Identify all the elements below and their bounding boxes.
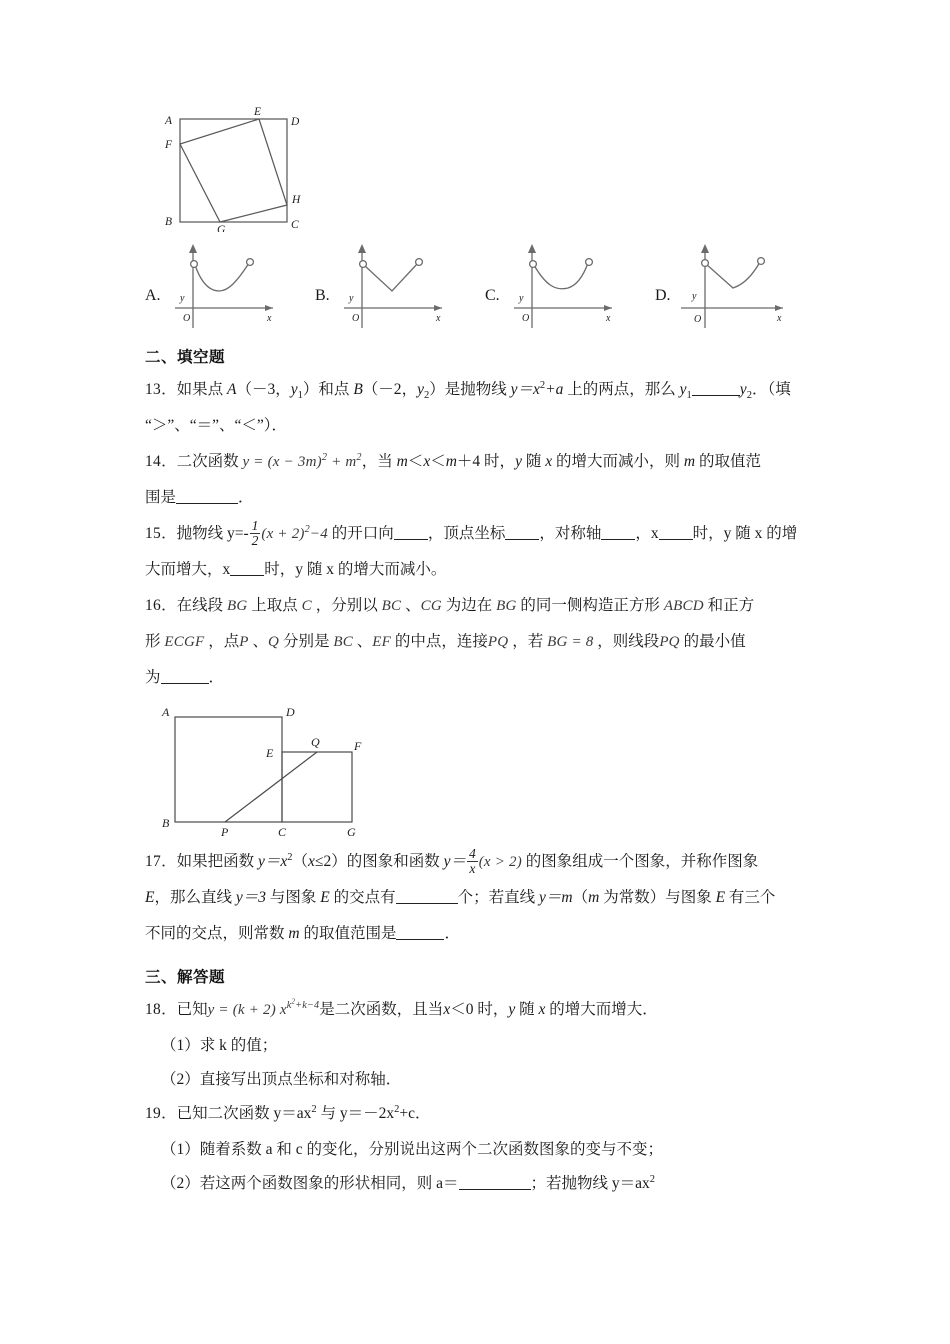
q16-pq-2: PQ (659, 634, 680, 650)
q13-y1: y (290, 381, 298, 398)
q14-t2: ，当 (361, 453, 397, 470)
q13-number: 13 (145, 381, 162, 398)
q18-t5: 的增大而增大． (545, 1001, 658, 1018)
q16-bc-2: BC (333, 634, 353, 650)
q17-f1-sup: 2 (287, 851, 293, 863)
q17-ym: y＝m (539, 889, 573, 906)
q16-p: P (239, 634, 249, 650)
q17-m2: m (288, 925, 300, 942)
q15-formula: $(x + 2)^2$ (261, 524, 310, 542)
choice-c-origin-label: O (521, 313, 529, 324)
label-G: G (217, 224, 226, 232)
q15-t5: ，x (635, 525, 659, 542)
answer-choices-figures (145, 236, 825, 331)
q16-label-D: D (286, 705, 295, 719)
q14-t7: 的增大而减小，则 (552, 453, 684, 470)
choice-c-graph (502, 236, 622, 331)
label-F: F (165, 139, 173, 151)
q16-line2a: 形 (145, 633, 165, 650)
choice-d-label: D. (655, 287, 671, 304)
q18-x1: x (443, 1001, 451, 1018)
question-19 (145, 1097, 825, 1131)
q16-label-G: G (347, 825, 356, 839)
q17-e1: E (145, 889, 155, 906)
q18-t4: 随 (515, 1001, 539, 1018)
q16-line2f: 的中点，连接 (391, 633, 488, 650)
q16-t6: 的同一侧构造正方形 (516, 597, 664, 614)
question-18-sub-2: （2）直接写出顶点坐标和对称轴． (161, 1071, 402, 1088)
q15-t1: ．抛物线 y=- (161, 525, 249, 542)
q13-ya: y (679, 381, 687, 398)
q16-t1: ．在线段 (161, 597, 227, 614)
q13-equation-2: +a (545, 381, 564, 398)
q13-ya-sub: 1 (686, 390, 692, 402)
q15-blank-x1[interactable] (659, 524, 693, 541)
q19-t2: 与 y＝－2x (316, 1105, 395, 1122)
q15-blank-vertex[interactable] (505, 524, 539, 541)
label-A: A (165, 115, 173, 127)
q13-t2: （ (236, 381, 252, 398)
q16-bc-1: BC (381, 598, 402, 614)
choice-b-origin-label: O (351, 313, 359, 324)
q15-t3: ，顶点坐标 (427, 525, 506, 542)
choice-c-label: C. (485, 287, 500, 304)
choice-a-origin-label: O (182, 313, 190, 324)
q14-line2-text: 围是 (145, 489, 177, 506)
q13-answer-blank[interactable] (692, 380, 740, 397)
q17-line3b: 的取值范围是 (299, 925, 397, 942)
q19-t3: +c． (399, 1105, 431, 1122)
section-2-heading: 二、填空题 (145, 349, 226, 366)
choice-b-label: B. (315, 287, 330, 304)
choice-b-graph (332, 236, 452, 331)
q13-yb-sub: 2 (746, 390, 752, 402)
q19-sup-1: 2 (311, 1103, 317, 1115)
q16-c-1: C (301, 598, 312, 614)
q17-number: 17 (145, 853, 162, 870)
q16-abcd: ABCD (663, 598, 704, 614)
q13-t6: ， (401, 381, 418, 398)
q14-t6: 随 (521, 453, 546, 470)
choice-c-y-axis-label: y (518, 293, 524, 304)
q19-sub2-sup: 2 (649, 1173, 656, 1185)
q17-t4: 的图象组成一个图象，并称作图象 (521, 853, 759, 870)
q16-label-C: C (278, 825, 287, 839)
choice-c[interactable] (485, 236, 655, 331)
q16-line2d: 分别是 (279, 633, 334, 650)
choice-a-y-axis-label: y (179, 293, 185, 304)
q18-t2: 是二次函数，且当 (319, 1001, 444, 1018)
q19-sup-2: 2 (394, 1103, 400, 1115)
q13-point-b: B (353, 381, 363, 398)
q16-line2g: ，若 (508, 633, 548, 650)
q16-bg-1: BG (227, 598, 248, 614)
choice-d-x-axis-label: x (776, 313, 782, 324)
q13-t5: （ (362, 381, 379, 398)
q16-pq-1: PQ (487, 634, 509, 650)
q16-line2e: 、 (352, 633, 373, 650)
q15-number: 15 (145, 525, 162, 542)
question-16 (145, 589, 825, 623)
q15-blank-direction[interactable] (394, 524, 428, 541)
q13-y2-sub: 2 (423, 390, 430, 402)
two-squares-svg (155, 699, 430, 839)
q15-fraction (250, 519, 261, 548)
q14-x2: x (545, 453, 553, 470)
q15-line2b: 时，y 随 x 的增大而减小。 (264, 561, 447, 578)
q19-t1: ．已知二次函数 y＝ax (161, 1105, 312, 1122)
q17-line2c: 与图象 (266, 889, 321, 906)
q15-t6: 时，y 随 x 的增 (692, 525, 798, 542)
label-E: E (254, 106, 262, 118)
q16-number: 16 (145, 597, 162, 614)
q16-t5: 为边在 (441, 597, 497, 614)
q14-y: y (515, 453, 522, 470)
q13-t1: ．如果点 (161, 381, 227, 398)
q18-x2: x (538, 1001, 546, 1018)
q16-ef: EF (372, 634, 392, 650)
q17-line2d: 的交点有 (329, 889, 396, 906)
q16-line3: 为 (145, 669, 161, 686)
choice-a-label: A. (145, 287, 161, 304)
q16-label-Q: Q (311, 735, 320, 749)
choice-a[interactable] (145, 236, 315, 331)
section-3-heading: 三、解答题 (145, 969, 226, 986)
q18-formula: y = (k + 2) $x^{k^2+k-4}$ (207, 998, 320, 1018)
q17-x1: x (308, 853, 315, 870)
choice-d[interactable] (655, 236, 825, 331)
q14-m1: m (396, 453, 408, 470)
q14-t8: 的取值范 (695, 453, 761, 470)
choice-d-y-axis-label: y (691, 291, 697, 302)
q14-t5: ＋4 时， (456, 453, 516, 470)
q19-sub2b: ；若抛物线 y＝ax (530, 1175, 650, 1192)
q13-y2: y (417, 381, 424, 398)
q16-q: Q (268, 634, 280, 650)
q16-t7: 和正方 (703, 597, 755, 614)
choice-d-origin-label: O (693, 314, 701, 325)
q18-t3: ＜0 时， (450, 1001, 509, 1018)
question-13 (145, 373, 825, 407)
q13-m3: －3 (251, 381, 276, 398)
q14-x1: x (423, 453, 431, 470)
q17-fraction-numerator: 4 (468, 846, 476, 862)
q15-blank-axis[interactable] (601, 524, 635, 541)
q13-yb: y (739, 381, 747, 398)
label-B: B (165, 216, 173, 228)
q13-equation: y＝x (510, 381, 540, 398)
q16-t2: 上取点 (247, 597, 302, 614)
choice-b-y-axis-label: y (348, 293, 354, 304)
q16-t4: 、 (401, 597, 421, 614)
q16-ecgf: ECGF (164, 634, 205, 650)
question-14-line2 (145, 481, 825, 515)
q18-t1: ．已知 (161, 1001, 208, 1018)
figure-two-squares (155, 699, 825, 839)
q13-t4: ）和点 (302, 381, 354, 398)
q17-blank-count[interactable] (396, 888, 458, 905)
q13-point-a: A (227, 381, 237, 398)
q17-blank-range[interactable] (396, 924, 444, 941)
figure-square-abcd-efgh (153, 97, 825, 232)
question-14 (145, 445, 825, 479)
question-17-line3 (145, 917, 825, 951)
q17-condition: (x > 2) (478, 854, 522, 870)
q16-t3: ，分别以 (311, 597, 382, 614)
q17-line3c: ． (444, 925, 460, 942)
q16-label-B: B (162, 816, 170, 830)
q16-answer-blank[interactable] (161, 668, 209, 685)
q17-line2h: 有三个 (725, 889, 776, 906)
choice-a-x-axis-label: x (266, 313, 272, 324)
q17-fraction (467, 847, 478, 876)
q17-line2e: 个；若直线 (457, 889, 540, 906)
q17-line2f: （ (572, 889, 589, 906)
q14-m3: m (683, 453, 696, 470)
q15-t4: ，对称轴 (539, 525, 602, 542)
q15-blank-x2[interactable] (230, 560, 264, 577)
q16-line2h: ，则线段 (593, 633, 660, 650)
q16-label-E: E (266, 746, 274, 760)
q19-sub2a: （2）若这两个函数图象的形状相同，则 a＝ (161, 1175, 459, 1192)
q14-t4: ＜ (430, 453, 446, 470)
q18-y: y (508, 1001, 516, 1018)
q17-e2: E (320, 889, 330, 906)
q17-f1: y＝x (258, 853, 288, 870)
question-17-line2 (145, 881, 825, 915)
q15-fraction-numerator: 1 (251, 518, 259, 534)
q16-line3-period: ． (208, 669, 225, 686)
q19-number: 19 (145, 1105, 162, 1122)
q19-answer-blank[interactable] (459, 1174, 531, 1191)
choice-d-graph (673, 236, 793, 331)
q13-t3: ， (275, 381, 291, 398)
q14-answer-blank[interactable] (176, 488, 238, 505)
q17-t2: （ (292, 853, 309, 870)
q16-line2i: 的最小值 (679, 633, 746, 650)
question-15-line2 (145, 553, 825, 587)
label-D: D (291, 116, 300, 128)
choice-b[interactable] (315, 236, 485, 331)
question-19-sub-2 (145, 1167, 825, 1201)
q16-label-F: F (354, 739, 362, 753)
worksheet-content (145, 95, 825, 1201)
question-19-sub-1: （1）随着系数 a 和 c 的变化，分别说出这两个二次函数图象的变与不变； (161, 1141, 664, 1158)
q17-line2g: 为常数）与图象 (599, 889, 716, 906)
q14-line2-period: ． (238, 489, 254, 506)
q17-t1: ．如果把函数 (161, 853, 258, 870)
q17-line2b: ，那么直线 (154, 889, 236, 906)
question-17 (145, 845, 825, 879)
q16-line2b: ，点 (204, 633, 240, 650)
q17-line3a: 不同的交点，则常数 (145, 925, 289, 942)
q17-e3: E (715, 889, 726, 906)
q17-m1: m (588, 889, 600, 906)
q13-t9: ．（填 (751, 381, 791, 398)
q15-line2a: 大而增大，x (145, 561, 231, 578)
question-16-line3 (145, 661, 825, 695)
q17-t3: ≤2）的图象和函数 (314, 853, 444, 870)
q13-t7: ）是抛物线 (429, 381, 511, 398)
q15-t2: 的开口向 (327, 525, 394, 542)
q15-minus4: −4 (309, 526, 328, 542)
q13-y1-sub: 1 (297, 390, 303, 402)
question-15 (145, 517, 825, 551)
q13-m2: －2 (378, 381, 402, 398)
label-H: H (292, 194, 301, 206)
question-18 (145, 993, 825, 1027)
q14-t3: ＜ (407, 453, 424, 470)
choice-b-x-axis-label: x (435, 313, 441, 324)
q16-bg-2: BG (496, 598, 517, 614)
q17-fraction-denominator: x (467, 861, 478, 876)
q14-formula: $y = (x - 3m)^2 + m^2$ (242, 452, 362, 470)
q14-m2: m (445, 453, 457, 470)
question-16-line2 (145, 625, 825, 659)
choice-a-graph (163, 236, 283, 331)
q13-equation-sup: 2 (539, 379, 546, 391)
q18-number: 18 (145, 1001, 162, 1018)
q16-line2c: 、 (248, 633, 269, 650)
question-18-sub-1: （1）求 k 的值； (161, 1037, 278, 1054)
q14-t1: ．二次函数 (161, 453, 243, 470)
q16-label-P: P (221, 825, 229, 839)
q16-cg-1: CG (420, 598, 442, 614)
square-diagram-svg (153, 97, 368, 232)
q13-t8: 上的两点，那么 (563, 381, 680, 398)
question-13-line2: “＞”、“＝”、“＜”）． (145, 417, 288, 434)
q17-y3: y＝3 (235, 889, 266, 906)
q15-fraction-denominator: 2 (251, 533, 259, 549)
q17-f2: y＝ (443, 853, 466, 870)
choice-c-x-axis-label: x (605, 313, 611, 324)
label-C: C (291, 219, 299, 231)
q14-number: 14 (145, 453, 162, 470)
q16-label-A: A (162, 705, 170, 719)
q16-bg-eq: BG = 8 (547, 634, 594, 650)
